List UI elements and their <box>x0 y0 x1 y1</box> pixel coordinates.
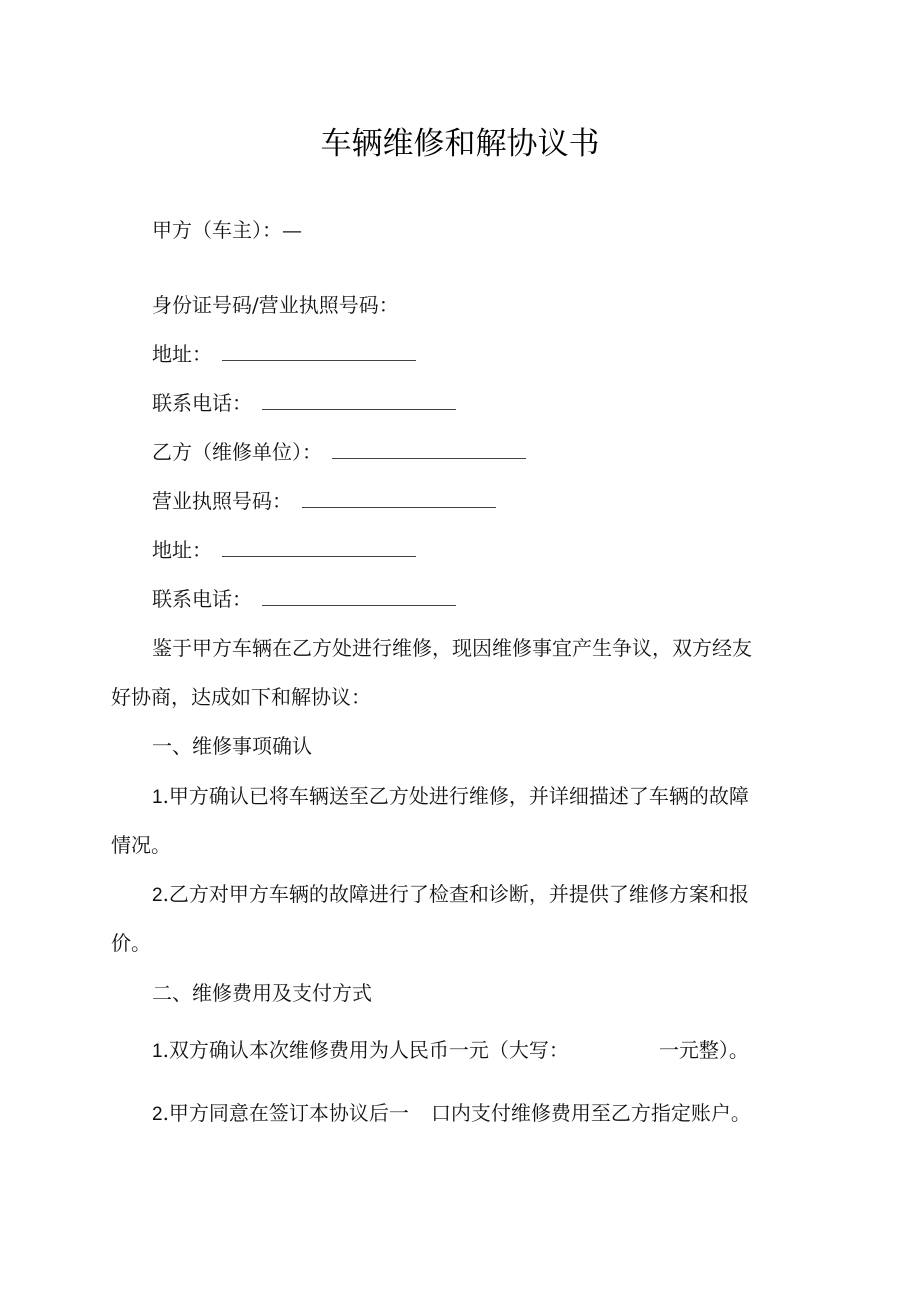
party-a-line <box>152 218 302 242</box>
item-text-part-1: .甲方同意在签订本协议后一 <box>162 1101 409 1125</box>
phone-b-blank <box>262 587 456 606</box>
phone-a-line <box>152 391 456 415</box>
section-2-item-2 <box>152 1101 751 1127</box>
license-label: 营业执照号码： <box>152 489 292 513</box>
item-number: 2 <box>152 1104 163 1125</box>
party-a-label: 甲方（车主）：— <box>152 218 302 242</box>
section-1-item-2 <box>152 882 749 908</box>
phone-a-label: 联系电话： <box>152 391 252 415</box>
item-text: .甲方确认已将车辆送至乙方处进行维修，并详细描述了车辆的故障 <box>162 784 749 808</box>
item-number: 2 <box>152 885 163 906</box>
party-b-label: 乙方（维修单位）： <box>152 440 322 464</box>
section-1-item-2-cont: 价。 <box>111 931 151 955</box>
item-text: .乙方对甲方车辆的故障进行了检查和诊断，并提供了维修方案和报 <box>162 882 749 906</box>
party-b-line <box>152 440 526 464</box>
intro-line-1: 鉴于甲方车辆在乙方处进行维修，现因维修事宜产生争议，双方经友 <box>152 636 752 660</box>
address-a-label: 地址： <box>152 342 212 366</box>
phone-b-label: 联系电话： <box>152 587 252 611</box>
section-2-item-1 <box>152 1038 749 1064</box>
section-1-item-1-cont: 情况。 <box>111 833 171 857</box>
section-1-heading: 一、维修事项确认 <box>152 734 312 758</box>
id-number-line <box>152 293 399 317</box>
phone-a-blank <box>262 391 456 410</box>
license-line <box>152 489 496 513</box>
id-number-label: 身份证号码/营业执照号码： <box>152 293 399 317</box>
document-title: 车辆维修和解协议书 <box>320 126 600 162</box>
address-a-line <box>152 342 416 366</box>
section-2-heading: 二、维修费用及支付方式 <box>152 981 372 1005</box>
address-a-blank <box>222 342 416 361</box>
address-b-line <box>152 538 416 562</box>
item-number: 1 <box>152 787 163 808</box>
item-text-part-1: .双方确认本次维修费用为人民币一元（大写： <box>162 1038 569 1062</box>
address-b-blank <box>222 538 416 557</box>
license-blank <box>302 489 496 508</box>
phone-b-line <box>152 587 456 611</box>
item-text-part-2: 口内支付维修费用至乙方指定账户。 <box>430 1101 751 1125</box>
item-text-part-2: 一元整）。 <box>658 1038 749 1062</box>
item-number: 1 <box>152 1041 163 1062</box>
address-b-label: 地址： <box>152 538 212 562</box>
intro-line-2: 好协商，达成如下和解协议： <box>111 685 371 709</box>
party-b-blank <box>332 440 526 459</box>
section-1-item-1 <box>152 784 749 810</box>
